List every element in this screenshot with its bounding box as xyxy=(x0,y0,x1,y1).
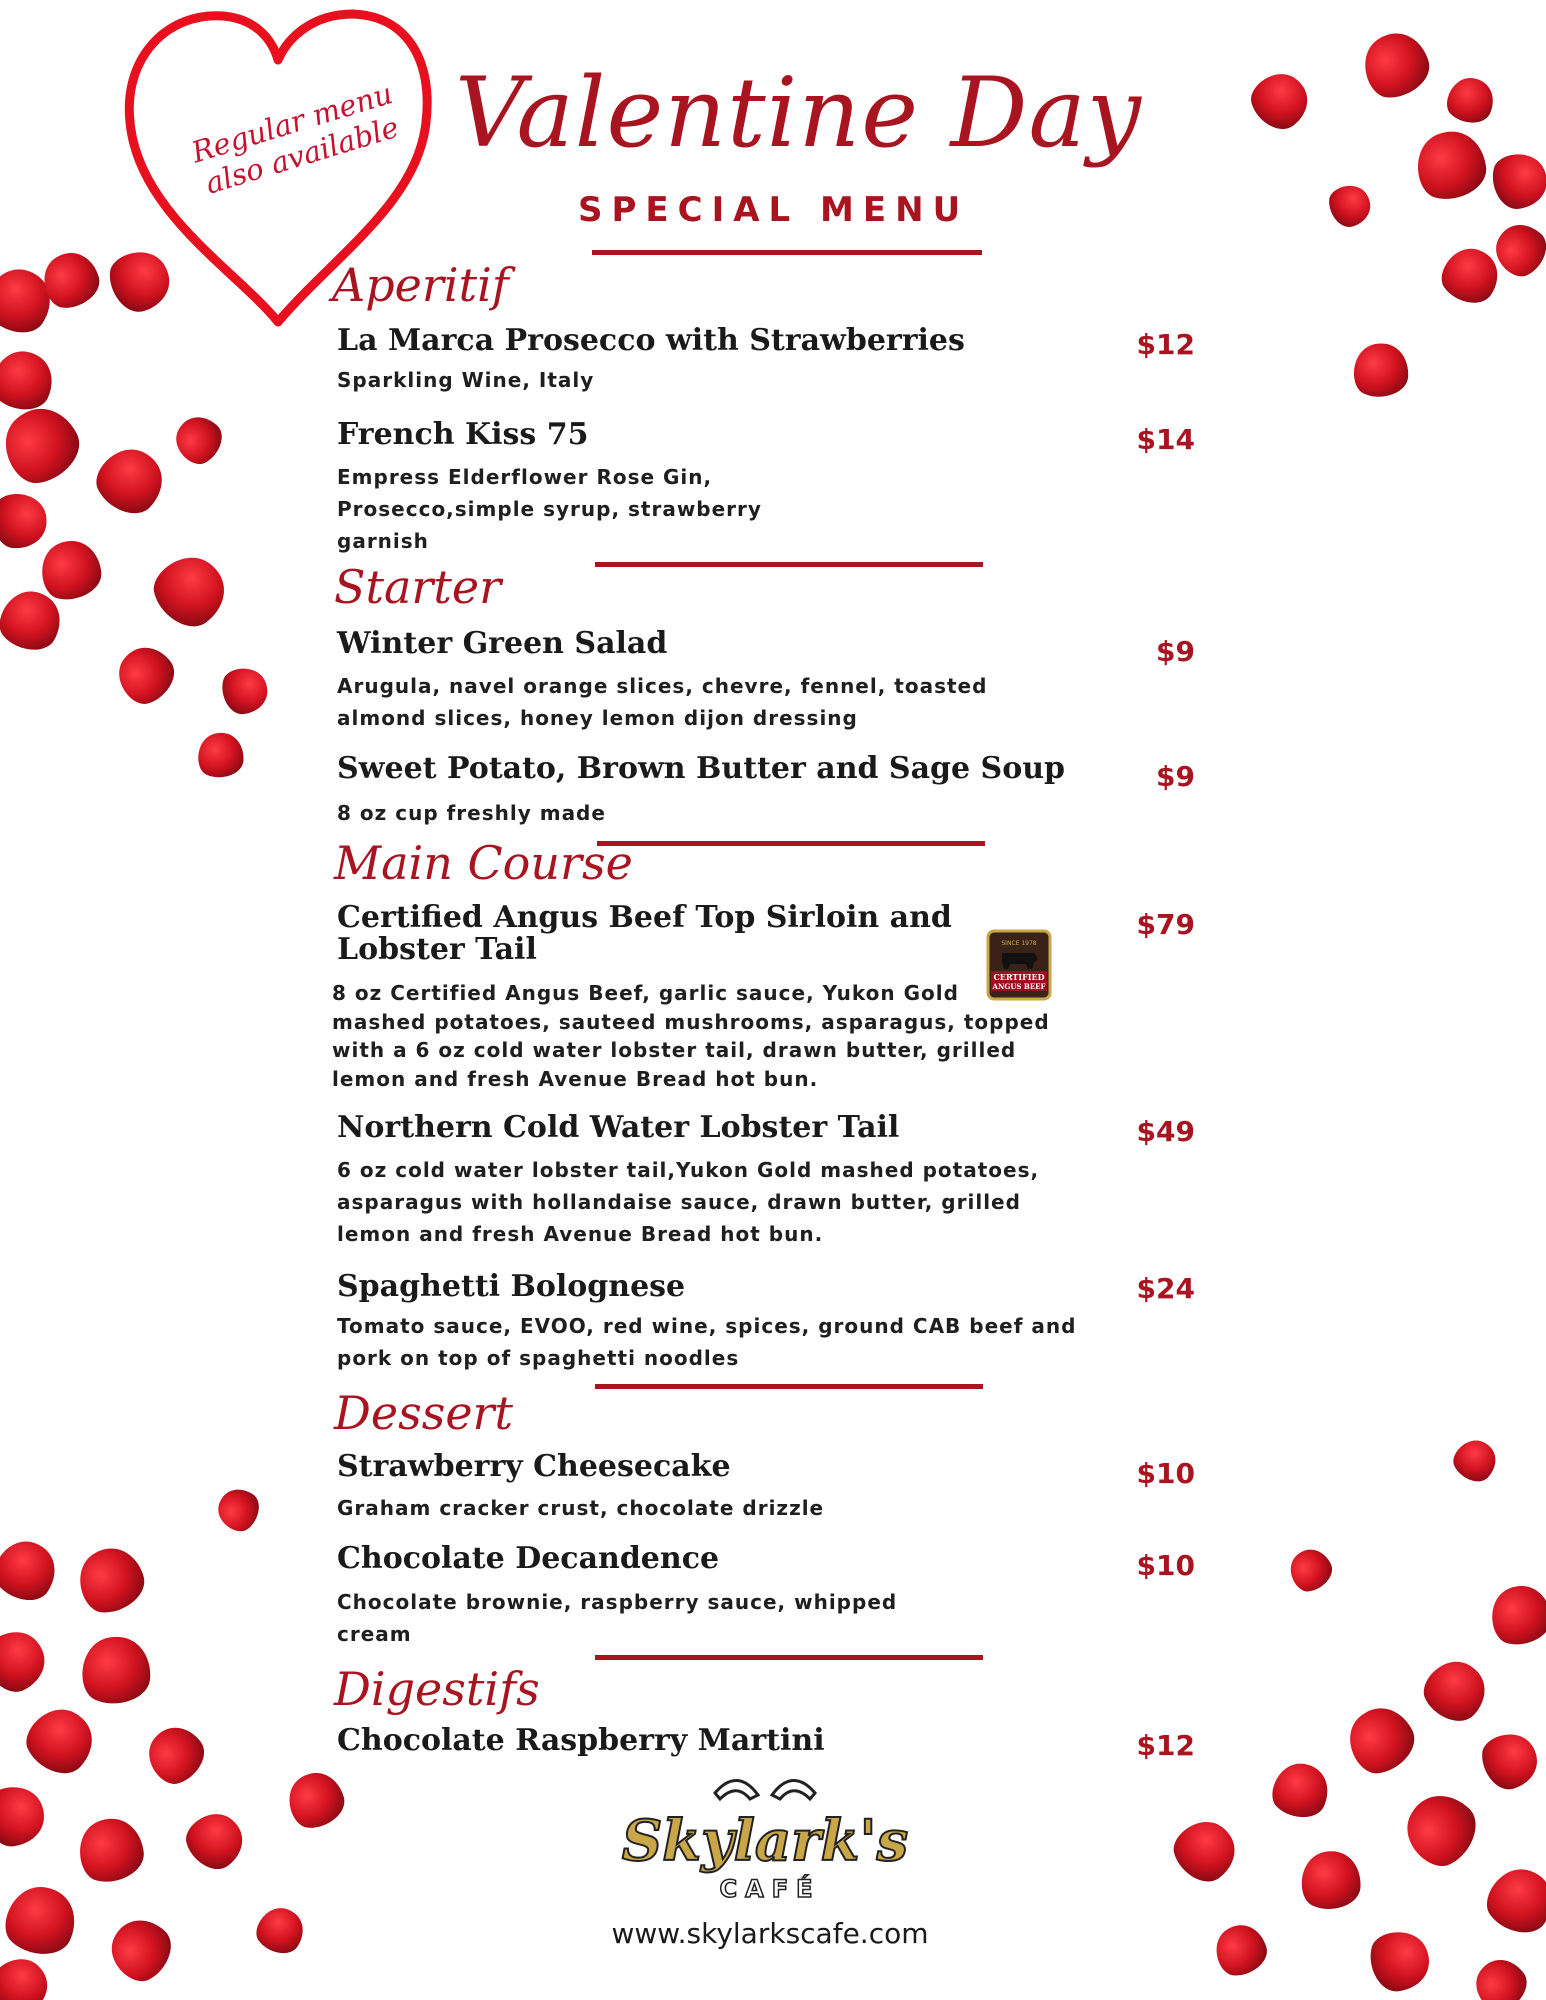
item-price: $9 xyxy=(1156,760,1195,793)
website-link[interactable]: www.skylarkscafe.com xyxy=(611,1917,929,1950)
desc-line: Chocolate brownie, raspberry sauce, whipped xyxy=(337,1590,898,1614)
badge-line-2: CERTIFIED xyxy=(993,972,1045,982)
desc-line: mashed potatoes, sauteed mushrooms, asparagus, topped xyxy=(332,1009,1050,1034)
section-title-dessert: Dessert xyxy=(334,1386,514,1440)
item-description xyxy=(337,670,987,734)
item-price: $79 xyxy=(1136,908,1195,941)
desc-line: lemon and fresh Avenue Bread hot bun. xyxy=(332,1066,819,1091)
desc-line: garnish xyxy=(337,529,429,553)
item-name xyxy=(337,902,1097,966)
item-description xyxy=(337,1154,1039,1250)
item-price: $10 xyxy=(1136,1549,1195,1582)
desc-line: Empress Elderflower Rose Gin, xyxy=(337,465,713,489)
item-description xyxy=(337,461,762,557)
badge-line-3: ANGUS BEEF xyxy=(992,982,1046,991)
section-title-starter: Starter xyxy=(334,560,502,614)
desc-line: Prosecco,simple syrup, strawberry xyxy=(337,497,762,521)
logo-name: Skylark's xyxy=(621,1808,909,1874)
divider xyxy=(595,562,983,567)
section-title-aperitif: Aperitif xyxy=(332,258,509,312)
name-line: Lobster Tail xyxy=(337,932,537,967)
item-name: Chocolate Raspberry Martini xyxy=(337,1723,825,1758)
divider xyxy=(595,1384,983,1389)
item-price: $14 xyxy=(1136,423,1195,456)
swallow-bird-icon xyxy=(715,1780,815,1799)
item-name: Winter Green Salad xyxy=(337,626,668,661)
item-name: Sweet Potato, Brown Butter and Sage Soup xyxy=(337,751,1065,786)
badge-line-1: SINCE 1978 xyxy=(1001,940,1037,947)
item-description xyxy=(332,979,1050,1093)
desc-line: cream xyxy=(337,1622,412,1646)
desc-line: with a 6 oz cold water lobster tail, drawn butter, grilled xyxy=(332,1038,1017,1062)
item-name: La Marca Prosecco with Strawberries xyxy=(337,323,965,358)
section-title-digestifs: Digestifs xyxy=(334,1662,540,1716)
item-description xyxy=(337,1586,897,1650)
desc-line: Tomato sauce, EVOO, red wine, spices, ground CAB beef and xyxy=(337,1314,1077,1338)
item-name: French Kiss 75 xyxy=(337,417,589,452)
skylarks-cafe-logo xyxy=(620,1765,910,1915)
item-name: Northern Cold Water Lobster Tail xyxy=(337,1110,900,1145)
item-price: $12 xyxy=(1136,328,1195,361)
item-name: Chocolate Decandence xyxy=(337,1541,720,1576)
desc-line: 6 oz cold water lobster tail,Yukon Gold mashed potatoes, xyxy=(337,1158,1040,1182)
item-price: $10 xyxy=(1136,1457,1195,1490)
regular-menu-note: Regular menu also available xyxy=(187,76,403,201)
page-title: Valentine Day xyxy=(455,57,1142,169)
desc-line: pork on top of spaghetti noodles xyxy=(337,1346,740,1370)
item-name: Spaghetti Bolognese xyxy=(337,1269,686,1304)
divider xyxy=(592,250,982,255)
item-description xyxy=(337,1310,1076,1374)
desc-line: asparagus with hollandaise sauce, drawn butter, grilled xyxy=(337,1190,1021,1214)
item-price: $12 xyxy=(1136,1729,1195,1762)
item-price: $9 xyxy=(1156,635,1195,668)
section-title-main-course: Main Course xyxy=(334,836,633,890)
desc-line: lemon and fresh Avenue Bread hot bun. xyxy=(337,1222,824,1246)
desc-line: almond slices, honey lemon dijon dressing xyxy=(337,706,858,730)
item-name: Strawberry Cheesecake xyxy=(337,1449,731,1484)
item-description: Graham cracker crust, chocolate drizzle xyxy=(337,1496,825,1520)
divider xyxy=(597,841,985,846)
divider xyxy=(595,1655,983,1660)
name-line: Certified Angus Beef Top Sirloin and xyxy=(337,900,952,935)
desc-line: Arugula, navel orange slices, chevre, fennel, toasted xyxy=(337,674,988,698)
logo-sub: CAFÉ xyxy=(719,1875,821,1903)
page-subtitle: SPECIAL MENU xyxy=(578,190,970,230)
item-description: Sparkling Wine, Italy xyxy=(337,368,595,392)
item-description: 8 oz cup freshly made xyxy=(337,801,606,825)
item-price: $49 xyxy=(1136,1115,1195,1148)
item-price: $24 xyxy=(1136,1272,1195,1305)
desc-line: 8 oz Certified Angus Beef, garlic sauce, Yukon Gold xyxy=(332,981,959,1005)
